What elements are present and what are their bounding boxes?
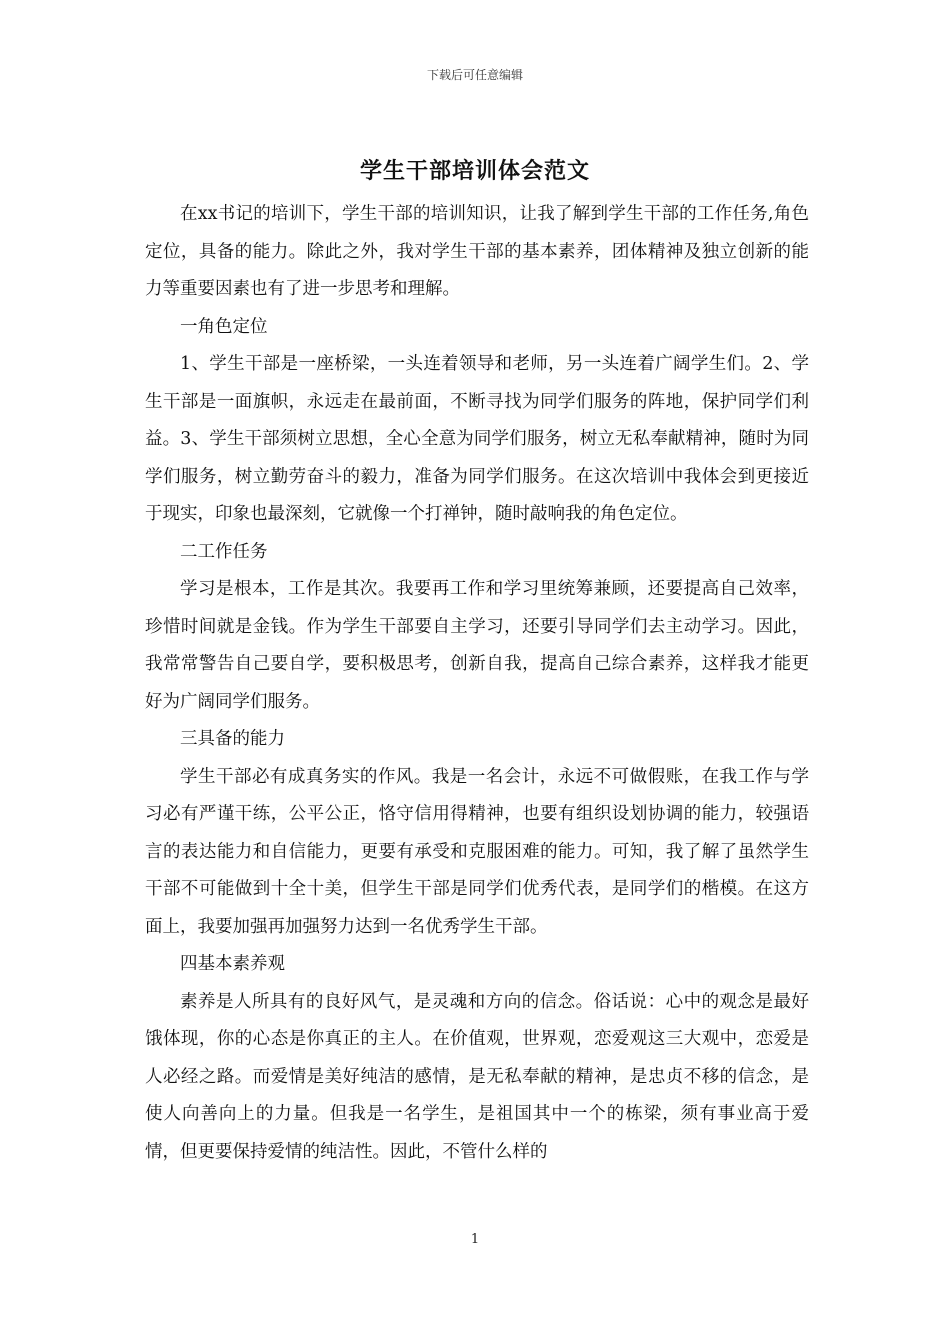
- paragraph-intro: 在xx书记的培训下，学生干部的培训知识，让我了解到学生干部的工作任务,角色定位，具备的能力。除此之外，我对学生干部的基本素养，团体精神及独立创新的能力等重要因素也有了进一步思考和理解。: [145, 204, 809, 299]
- page-number: 1: [470, 1232, 480, 1247]
- section-heading-role: 一角色定位: [180, 316, 268, 337]
- section-heading-abilities: 三具备的能力: [180, 729, 285, 749]
- document-body: [145, 196, 809, 1171]
- header-note: 下载后可任意编辑: [426, 68, 523, 82]
- paragraph-tasks: 学习是根本，工作是其次。我要再工作和学习里统筹兼顾，还要提高自己效率，珍惜时间就是金钱。作为学生干部要自主学习，还要引导同学们去主动学习。因此，我常常警告自己要自学，要积极思考，创新自我，提高自己综合素养，这样我才能更好为广阔同学们服务。: [145, 579, 809, 712]
- paragraph-abilities: 学生干部必有成真务实的作风。我是一名会计，永远不可做假账，在我工作与学习必有严谨干练，公平公正，恪守信用得精神，也要有组织设划协调的能力，较强语言的表达能力和自信能力，更要有承受和克服困难的能力。可知，我了解了虽然学生干部不可能做到十全十美，但学生干部是同学们优秀代表，是同学们的楷模。在这方面上，我要加强再加强努力达到一名优秀学生干部。: [145, 766, 809, 937]
- section-heading-tasks: 二工作任务: [180, 541, 268, 562]
- section-heading-qualities: 四基本素养观: [180, 954, 285, 974]
- paragraph-role: 1、学生干部是一座桥梁，一头连着领导和老师，另一头连着广阔学生们。2、学生干部是一面旗帜，永远走在最前面，不断寻找为同学们服务的阵地，保护同学们利益。3、学生干部须树立思想，全心全意为同学们服务，树立无私奉献精神，随时为同学们服务，树立勤劳奋斗的毅力，准备为同学们服务。在这次培训中我体会到更接近于现实，印象也最深刻，它就像一个打禅钟，随时敲响我的角色定位。: [145, 354, 809, 524]
- document-title: 学生干部培训体会范文: [359, 158, 590, 184]
- paragraph-qualities: 素养是人所具有的良好风气，是灵魂和方向的信念。俗话说：心中的观念是最好饿体现，你的心态是你真正的主人。在价值观，世界观，恋爱观这三大观中，恋爱是人必经之路。而爱情是美好纯洁的感情，是无私奉献的精神，是忠贞不移的信念，是使人向善向上的力量。但我是一名学生，是祖国其中一个的栋梁，须有事业高于爱情，但更要保持爱情的纯洁性。因此，不管什么样的: [145, 991, 809, 1162]
